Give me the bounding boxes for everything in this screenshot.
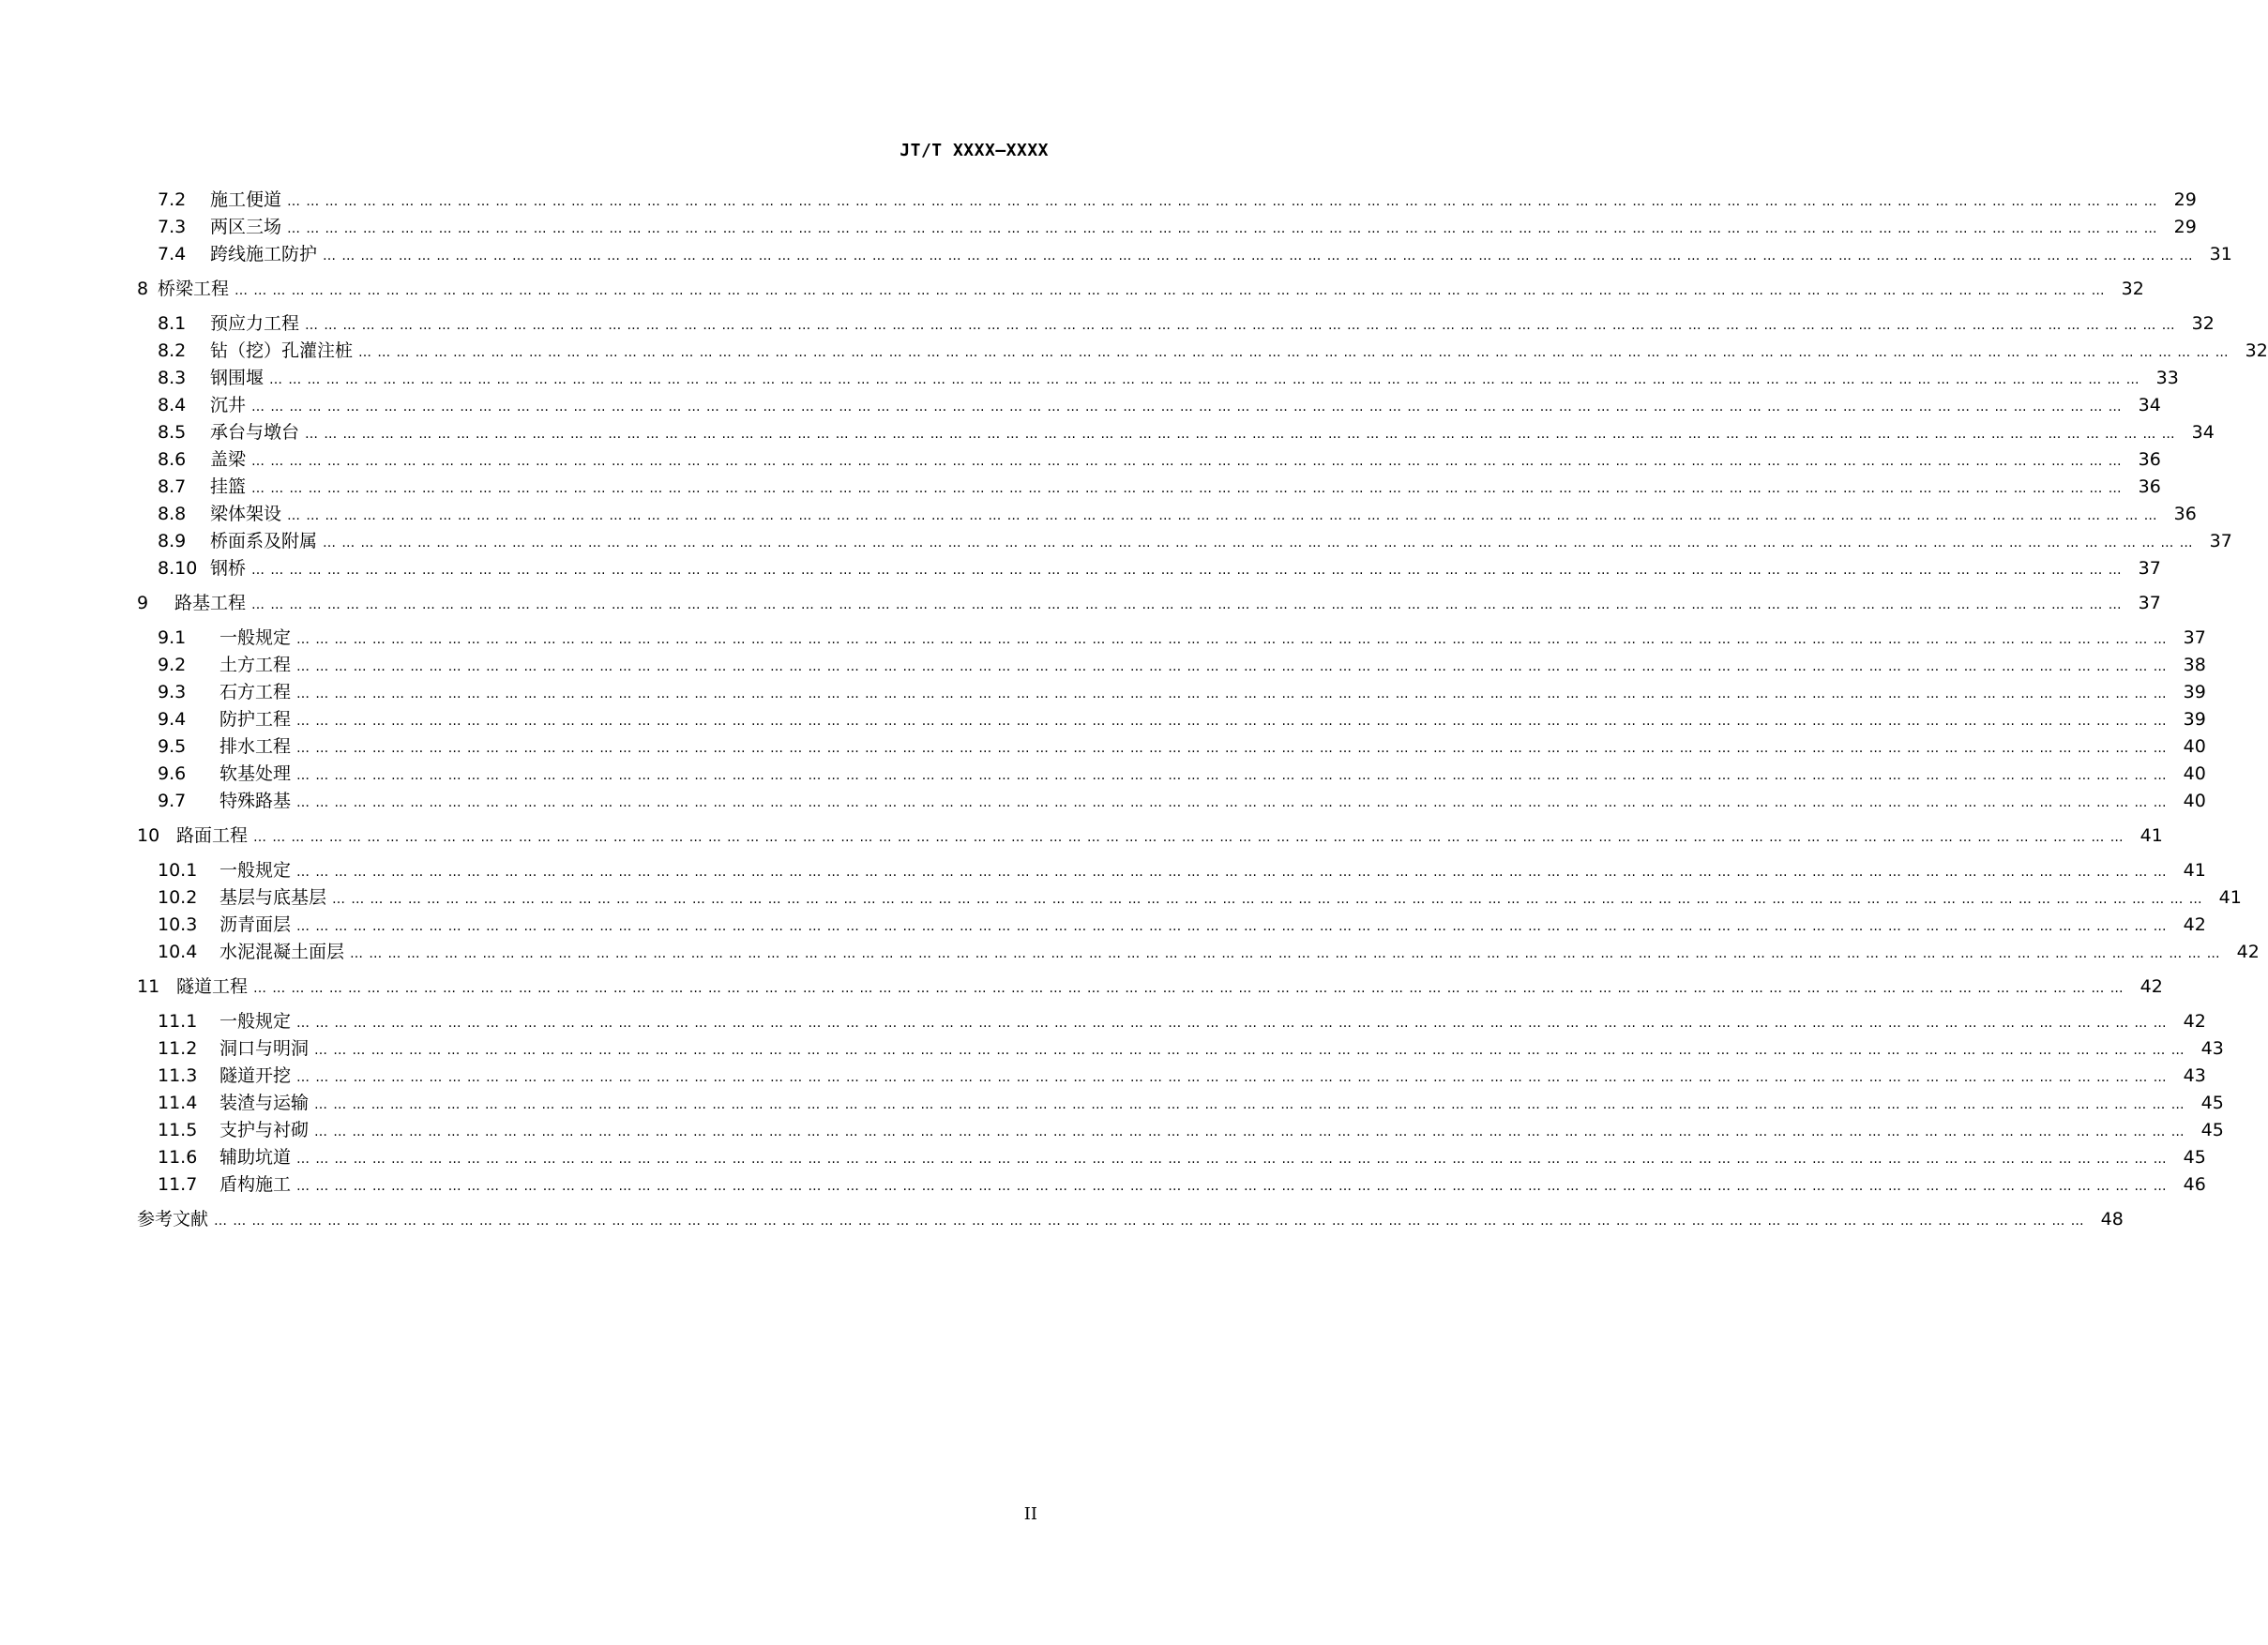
toc-entry-page: 37 [2138, 558, 2161, 579]
toc-entry-number: 11.5 [158, 1120, 198, 1140]
toc-entry-title: 软基处理 [219, 763, 292, 784]
toc-entry[interactable] [158, 1170, 2206, 1200]
toc-entry[interactable] [137, 972, 2163, 1002]
toc-dot-leader: ……………………………………………………………………………………………………………………………………………………………………………………………………………………………………………………………………… [251, 597, 2127, 612]
toc-dot-leader: ……………………………………………………………………………………………………………………………………………………………………………………………………………………………………………………………………… [253, 981, 2129, 996]
toc-entry[interactable] [158, 1061, 2206, 1091]
toc-dot-leader: ……………………………………………………………………………………………………………………………………………………………………………………………………………………………………………………………………… [323, 536, 2199, 551]
toc-entry-title: 土方工程 [219, 655, 292, 675]
toc-entry[interactable] [137, 588, 2161, 618]
toc-entry-number: 9.7 [158, 791, 187, 811]
toc-entry-page: 36 [2173, 504, 2197, 524]
toc-entry-number: 8.5 [158, 422, 187, 443]
toc-dot-leader: ……………………………………………………………………………………………………………………………………………………………………………………………………………………………………………………………………… [287, 508, 2163, 523]
toc-dot-leader: ……………………………………………………………………………………………………………………………………………………………………………………………………………………………………………………………………… [305, 427, 2181, 442]
toc-entry-page: 40 [2183, 791, 2206, 811]
toc-entry[interactable] [158, 910, 2206, 940]
toc-entry-number: 11.3 [158, 1065, 198, 1086]
toc-entry-page: 48 [2100, 1209, 2124, 1230]
toc-entry-title: 施工便道 [210, 189, 282, 210]
toc-entry-number: 8.4 [158, 395, 187, 415]
toc-entry-number: 9.5 [158, 736, 187, 757]
toc-entry-title: 支护与衬砌 [219, 1120, 310, 1140]
toc-entry-title: 桥面系及附属 [210, 531, 318, 551]
toc-dot-leader: ……………………………………………………………………………………………………………………………………………………………………………………………………………………………………………………………………… [251, 454, 2127, 469]
toc-dot-leader: ……………………………………………………………………………………………………………………………………………………………………………………………………………………………………………………………………… [296, 632, 2172, 647]
toc-entry-title: 盾构施工 [219, 1174, 292, 1195]
toc-entry-number: 8.9 [158, 531, 187, 551]
toc-dot-leader: ……………………………………………………………………………………………………………………………………………………………………………………………………………………………………………………………………… [323, 249, 2199, 264]
toc-entry-number: 8.6 [158, 449, 187, 470]
toc-entry-number: 10.2 [158, 887, 198, 908]
toc-entry-page: 34 [2138, 395, 2161, 415]
toc-entry-number: 9 [137, 593, 149, 613]
toc-entry[interactable] [158, 417, 2215, 447]
toc-entry-title: 洞口与明洞 [219, 1038, 310, 1059]
toc-dot-leader: ……………………………………………………………………………………………………………………………………………………………………………………………………………………………………………………………………… [296, 865, 2172, 880]
toc-entry-title: 梁体架设 [210, 504, 282, 524]
toc-entry-title: 一般规定 [219, 860, 292, 881]
toc-entry[interactable] [158, 390, 2161, 420]
toc-dot-leader: ……………………………………………………………………………………………………………………………………………………………………………………………………………………………………………………………………… [287, 221, 2163, 236]
toc-entry[interactable] [158, 883, 2242, 913]
toc-entry-title: 隧道开挖 [219, 1065, 292, 1086]
toc-entry-page: 40 [2183, 736, 2206, 757]
toc-entry-number: 8.2 [158, 340, 187, 361]
toc-entry-title: 排水工程 [219, 736, 292, 757]
toc-entry[interactable] [137, 821, 2163, 851]
toc-entry-number: 10.1 [158, 860, 198, 881]
toc-entry[interactable] [158, 1115, 2224, 1145]
toc-entry-title: 承台与墩台 [210, 422, 300, 443]
toc-entry[interactable] [158, 445, 2161, 475]
toc-dot-leader: ……………………………………………………………………………………………………………………………………………………………………………………………………………………………………………………………………… [314, 1097, 2190, 1112]
toc-entry-number: 8.3 [158, 368, 187, 388]
toc-entry-page: 36 [2138, 449, 2161, 470]
toc-dot-leader: ……………………………………………………………………………………………………………………………………………………………………………………………………………………………………………………………………… [296, 741, 2172, 756]
toc-dot-leader: ……………………………………………………………………………………………………………………………………………………………………………………………………………………………………………………………………… [214, 1214, 2090, 1229]
toc-entry-title: 钢桥 [210, 558, 247, 579]
toc-entry-number: 11.1 [158, 1011, 198, 1032]
toc-dot-leader: ……………………………………………………………………………………………………………………………………………………………………………………………………………………………………………………………………… [314, 1124, 2190, 1139]
toc-entry-number: 9.6 [158, 763, 187, 784]
toc-entry[interactable] [158, 336, 2268, 366]
toc-entry-title: 钻（挖）孔灌注桩 [210, 340, 354, 361]
toc-entry-page: 46 [2183, 1174, 2206, 1195]
toc-entry-number: 8 [137, 279, 149, 299]
toc-entry-page: 33 [2155, 368, 2179, 388]
toc-entry[interactable] [158, 759, 2206, 789]
standard-code-header: JT/T XXXX—XXXX [900, 141, 1049, 160]
toc-dot-leader: ……………………………………………………………………………………………………………………………………………………………………………………………………………………………………………………………………… [253, 830, 2129, 845]
toc-dot-leader: ……………………………………………………………………………………………………………………………………………………………………………………………………………………………………………………………………… [296, 714, 2172, 729]
toc-entry[interactable] [158, 677, 2206, 707]
toc-entry-title: 钢围堰 [210, 368, 265, 388]
toc-entry-title: 桥梁工程 [158, 279, 230, 299]
toc-entry-page: 38 [2183, 655, 2206, 675]
toc-entry-page: 39 [2183, 682, 2206, 702]
toc-entry-page: 34 [2191, 422, 2215, 443]
toc-dot-leader: ……………………………………………………………………………………………………………………………………………………………………………………………………………………………………………………………………… [296, 659, 2172, 674]
toc-entry-number: 8.8 [158, 504, 187, 524]
toc-entry-page: 43 [2183, 1065, 2206, 1086]
toc-entry-page: 31 [2209, 244, 2232, 264]
toc-entry-title: 基层与底基层 [219, 887, 327, 908]
toc-entry[interactable] [158, 1034, 2224, 1064]
toc-entry-number: 11 [137, 976, 160, 997]
toc-dot-leader: ……………………………………………………………………………………………………………………………………………………………………………………………………………………………………………………………………… [251, 481, 2127, 496]
toc-entry[interactable] [158, 526, 2232, 556]
toc-dot-leader: ……………………………………………………………………………………………………………………………………………………………………………………………………………………………………………………………………… [296, 795, 2172, 810]
toc-entry[interactable] [158, 732, 2206, 762]
toc-entry-number: 9.2 [158, 655, 187, 675]
toc-entry-number: 10 [137, 825, 160, 846]
toc-entry-page: 42 [2183, 1011, 2206, 1032]
toc-entry[interactable] [158, 1006, 2206, 1036]
toc-entry[interactable] [158, 553, 2161, 583]
toc-entry-page: 41 [2218, 887, 2242, 908]
toc-entry-number: 7.3 [158, 217, 187, 237]
toc-dot-leader: ……………………………………………………………………………………………………………………………………………………………………………………………………………………………………………………………………… [296, 1152, 2172, 1167]
toc-entry-title: 跨线施工防护 [210, 244, 318, 264]
toc-entry-number: 7.4 [158, 244, 187, 264]
toc-entry-number: 11.7 [158, 1174, 198, 1195]
toc-entry-title: 挂篮 [210, 476, 247, 497]
toc-entry[interactable] [158, 650, 2206, 680]
toc-entry[interactable] [158, 499, 2197, 529]
toc-entry-title: 沉井 [210, 395, 247, 415]
toc-entry-title: 装渣与运输 [219, 1093, 310, 1113]
toc-entry-number: 8.10 [158, 558, 198, 579]
toc-entry-number: 8.7 [158, 476, 187, 497]
toc-entry[interactable] [158, 786, 2206, 816]
toc-entry[interactable] [158, 212, 2197, 242]
toc-entry-title: 辅助坑道 [219, 1147, 292, 1168]
toc-entry-page: 42 [2236, 942, 2260, 962]
toc-entry-title: 水泥混凝土面层 [219, 942, 345, 962]
toc-dot-leader: ……………………………………………………………………………………………………………………………………………………………………………………………………………………………………………………………………… [358, 345, 2234, 360]
toc-entry-page: 32 [2245, 340, 2268, 361]
toc-entry-title: 一般规定 [219, 627, 292, 648]
toc-entry-number: 11.4 [158, 1093, 198, 1113]
toc-entry[interactable] [158, 185, 2197, 215]
toc-entry[interactable] [158, 472, 2161, 502]
toc-entry-number: 11.6 [158, 1147, 198, 1168]
toc-entry-page: 37 [2209, 531, 2232, 551]
toc-entry-page: 41 [2139, 825, 2163, 846]
toc-entry-title: 一般规定 [219, 1011, 292, 1032]
toc-entry[interactable] [137, 274, 2144, 304]
toc-dot-leader: ……………………………………………………………………………………………………………………………………………………………………………………………………………………………………………………………………… [296, 687, 2172, 702]
toc-entry-page: 39 [2183, 709, 2206, 730]
toc-dot-leader: ……………………………………………………………………………………………………………………………………………………………………………………………………………………………………………………………………… [305, 318, 2181, 333]
page-number: II [1023, 1504, 1037, 1524]
toc-entry-page: 29 [2173, 217, 2197, 237]
toc-entry-number: 9.4 [158, 709, 187, 730]
toc-dot-leader: ……………………………………………………………………………………………………………………………………………………………………………………………………………………………………………………………………… [350, 946, 2226, 961]
toc-dot-leader: ……………………………………………………………………………………………………………………………………………………………………………………………………………………………………………………………………… [251, 400, 2127, 415]
toc-entry-page: 42 [2183, 914, 2206, 935]
toc-entry-title: 沥青面层 [219, 914, 292, 935]
toc-entry[interactable] [137, 1204, 2124, 1234]
toc-entry-page: 45 [2200, 1120, 2224, 1140]
toc-entry-title: 石方工程 [219, 682, 292, 702]
toc-entry[interactable] [158, 623, 2206, 653]
toc-dot-leader: ……………………………………………………………………………………………………………………………………………………………………………………………………………………………………………………………………… [296, 1070, 2172, 1085]
toc-entry-page: 42 [2139, 976, 2163, 997]
toc-entry[interactable] [158, 239, 2232, 269]
toc-dot-leader: ……………………………………………………………………………………………………………………………………………………………………………………………………………………………………………………………………… [314, 1043, 2190, 1058]
toc-entry-title: 特殊路基 [219, 791, 292, 811]
toc-dot-leader: ……………………………………………………………………………………………………………………………………………………………………………………………………………………………………………………………………… [332, 892, 2208, 907]
toc-entry-page: 32 [2191, 313, 2215, 334]
toc-dot-leader: ……………………………………………………………………………………………………………………………………………………………………………………………………………………………………………………………………… [296, 1179, 2172, 1194]
toc-entry-page: 43 [2200, 1038, 2224, 1059]
toc-entry-page: 41 [2183, 860, 2206, 881]
toc-dot-leader: ……………………………………………………………………………………………………………………………………………………………………………………………………………………………………………………………………… [251, 563, 2127, 578]
toc-entry-page: 40 [2183, 763, 2206, 784]
toc-entry-page: 36 [2138, 476, 2161, 497]
toc-entry[interactable] [158, 309, 2215, 339]
toc-entry[interactable] [158, 937, 2260, 967]
toc-entry-number: 10.3 [158, 914, 198, 935]
toc-entry-number: 11.2 [158, 1038, 198, 1059]
toc-entry-number: 10.4 [158, 942, 198, 962]
toc-entry-title: 路基工程 [174, 593, 247, 613]
toc-entry-page: 32 [2121, 279, 2144, 299]
toc-entry-number: 9.1 [158, 627, 187, 648]
toc-entry[interactable] [158, 1142, 2206, 1172]
toc-entry-number: 8.1 [158, 313, 187, 334]
toc-entry-title: 隧道工程 [176, 976, 249, 997]
toc-entry-title: 参考文献 [137, 1209, 209, 1230]
toc-entry[interactable] [158, 855, 2206, 885]
toc-entry-title: 盖梁 [210, 449, 247, 470]
toc-dot-leader: ……………………………………………………………………………………………………………………………………………………………………………………………………………………………………………………………………… [269, 372, 2145, 387]
toc-dot-leader: ……………………………………………………………………………………………………………………………………………………………………………………………………………………………………………………………………… [296, 768, 2172, 783]
toc-entry-page: 45 [2183, 1147, 2206, 1168]
toc-entry-title: 防护工程 [219, 709, 292, 730]
toc-entry[interactable] [158, 1088, 2224, 1118]
toc-entry[interactable] [158, 704, 2206, 734]
toc-dot-leader: ……………………………………………………………………………………………………………………………………………………………………………………………………………………………………………………………………… [296, 919, 2172, 934]
toc-entry-title: 预应力工程 [210, 313, 300, 334]
toc-dot-leader: ……………………………………………………………………………………………………………………………………………………………………………………………………………………………………………………………………… [234, 283, 2110, 298]
toc-entry-number: 9.3 [158, 682, 187, 702]
toc-entry-page: 45 [2200, 1093, 2224, 1113]
toc-entry-title: 路面工程 [176, 825, 249, 846]
toc-entry-number: 7.2 [158, 189, 187, 210]
toc-entry-page: 37 [2183, 627, 2206, 648]
toc-entry-title: 两区三场 [210, 217, 282, 237]
toc-dot-leader: ……………………………………………………………………………………………………………………………………………………………………………………………………………………………………………………………………… [296, 1016, 2172, 1031]
toc-entry-page: 29 [2173, 189, 2197, 210]
toc-entry-page: 37 [2138, 593, 2161, 613]
toc-entry[interactable] [158, 363, 2179, 393]
toc-dot-leader: ……………………………………………………………………………………………………………………………………………………………………………………………………………………………………………………………………… [287, 194, 2163, 209]
